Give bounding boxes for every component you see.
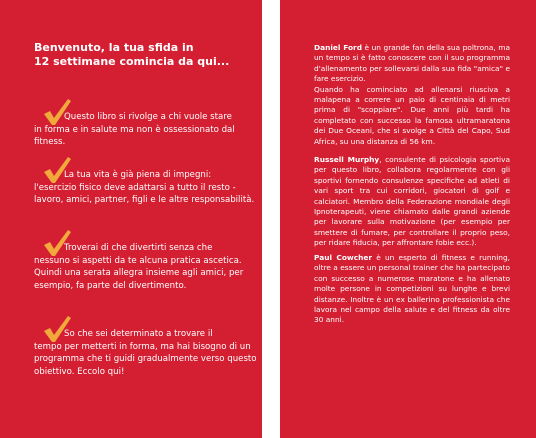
item-text: in forma e in salute ma non è ossessionato dal fitness. xyxy=(34,124,235,148)
page-title xyxy=(34,41,244,69)
item-first-line: Questo libro si rivolge a chi vuole stare xyxy=(64,112,232,122)
item-first-line: Troverai di che divertirti senza che xyxy=(64,243,213,253)
list-item xyxy=(22,328,258,378)
profile-text: è un grande fan della sua poltrona, ma un tempo si è fatto conoscere con il suo programma d'allenamento per sollevarsi dalla sua fida "amica" e fare esercizio. xyxy=(314,43,510,84)
profile-text-continued: Quando ha cominciato ad allenarsi riusciva a malapena a correre un paio di centinaia di metri prima di "scoppiare". Due anni più tardi ha completato con successo la famosa ultramaratona dei Due Oceani, che si svolge a Città del Capo, Sud Africa, su una distanza di 56 km. xyxy=(314,84,510,146)
item-text: tempo per metterti in forma, ma hai bisogno di un programma che ti guidi gradualmente verso questo obiettivo. Eccolo qui! xyxy=(34,341,257,377)
profile-daniel-ford xyxy=(314,43,510,147)
left-page xyxy=(0,0,262,438)
item-first-line: So che sei determinato a trovare il xyxy=(64,329,213,339)
checkmark-icon xyxy=(42,315,72,343)
profile-russell-murphy xyxy=(314,155,510,249)
checkmark-icon xyxy=(42,229,72,257)
profile-text: , consulente di psicologia sportiva per questo libro, collabora regolarmente con gli sportivi fornendo consulenze specifiche ad atleti di vari sport tra cui corridori, giocatori di golf e calciatori. Membro della Federazione mondiale degli Ipnoterapeuti, viene chiamato dalle grandi aziende per lavorare sulla motivazione (per esempio per smettere di fumare, per controllare il proprio peso, per ridare fiducia, per affrontare fobie ecc.). xyxy=(314,155,510,248)
item-first-line: La tua vita è già piena di impegni: xyxy=(64,170,212,180)
profile-name: Paul Cowcher xyxy=(314,253,373,262)
checkmark-icon xyxy=(42,98,72,126)
profile-name: Daniel Ford xyxy=(314,43,362,52)
item-text: nessuno si aspetti da te alcuna pratica ascetica. Quindi una serata allegra insieme agli amici, per esempio, fa parte del divertimento. xyxy=(34,255,244,291)
checkmark-icon xyxy=(42,156,72,184)
profile-text: è un esperto di fitness e running, oltre a essere un personal trainer che ha partecipato con successo a numerose maratone e ha allenato molte persone in competizioni su lunghe e brevi distanze. Inoltre è un ex ballerino professionista che lavora nel campo della salute e del fitness da oltre 30 anni. xyxy=(314,253,510,325)
list-item xyxy=(22,111,258,149)
page-gutter xyxy=(262,0,280,438)
list-item xyxy=(22,169,258,207)
item-text: l'esercizio fisico deve adattarsi a tutto il resto - lavoro, amici, partner, figli e le altre responsabilità. xyxy=(34,182,255,206)
title-line-2: 12 settimane comincia da qui... xyxy=(34,55,230,68)
profile-paul-cowcher xyxy=(314,253,510,326)
list-item xyxy=(22,242,258,292)
profile-name: Russell Murphy xyxy=(314,155,380,164)
title-line-1: Benvenuto, la tua sfida in xyxy=(34,41,194,54)
